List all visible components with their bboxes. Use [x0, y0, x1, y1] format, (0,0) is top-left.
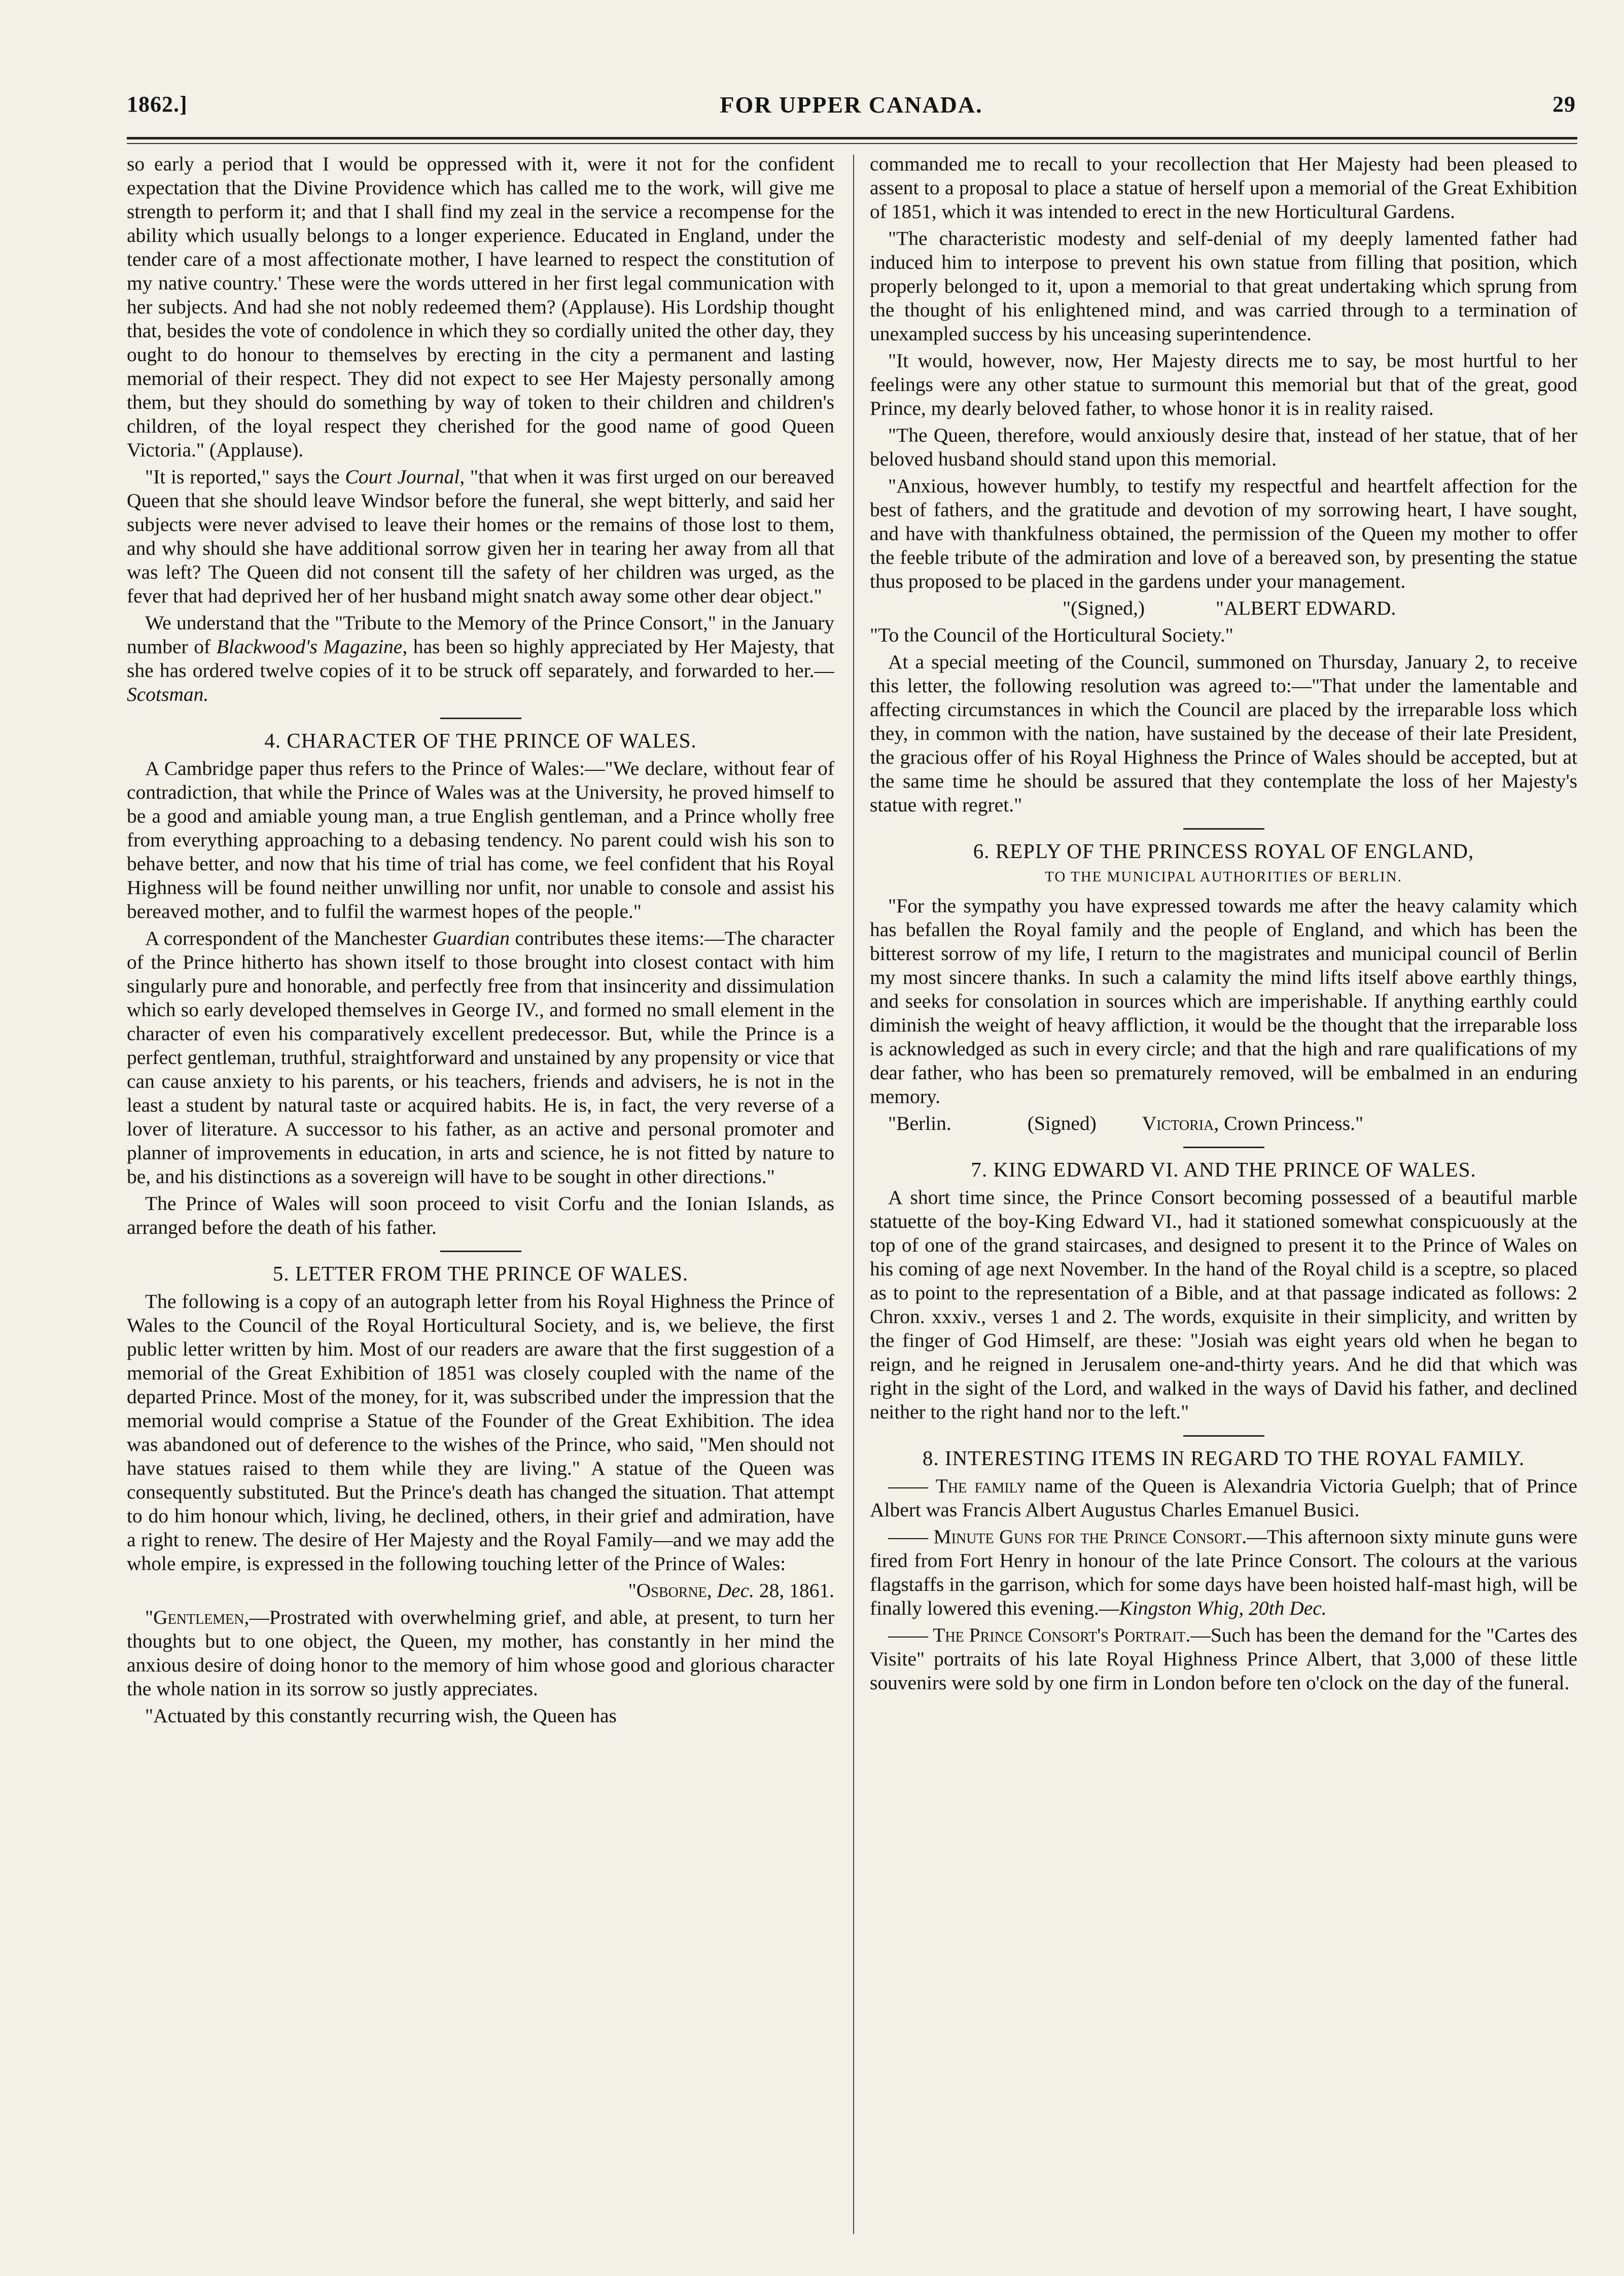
section-separator: [440, 1251, 521, 1252]
section-heading: 6. REPLY OF THE PRINCESS ROYAL OF ENGLAND,: [973, 839, 1474, 863]
text-run: , Crown Princess.": [1214, 1112, 1364, 1134]
header-rule-thin: [127, 143, 1577, 144]
paragraph: [127, 1606, 834, 1701]
paragraph: [127, 465, 834, 608]
paragraph: A Cambridge paper thus refers to the Prince of Wales:—"We declare, without fear of contradiction, that while the Prince of Wales was at the University, he proved himself to be a good and amiable young man, a true English gentleman, and a Prince wholly free from everything approaching to a debasing tendency. No parent could wish his son to behave better, and now that his time of trial has come, we feel confident that his Royal Highness will be found neither unwilling nor unfit, nor unable to console and assist his bereaved mother, and to fulfil the warmest hopes of the people.": [127, 757, 834, 922]
item-lead: —— The Prince Consort's Portrait.: [888, 1624, 1191, 1646]
text-run: "(Signed,): [1063, 597, 1145, 619]
source-title: Guardian: [432, 927, 510, 949]
text-run: "Osborne,: [628, 1579, 717, 1602]
paragraph: The following is a copy of an autograph letter from his Royal Highness the Prince of Wales to the Council of the Royal Horticultural Society, and is, we believe, the first public letter written by him. Most of our readers are aware that the first suggestion of a memorial of the Great Exhibition of 1851 was closely coupled with the name of the departed Prince. Most of the money, for it, was subscribed under the impression that the memorial would comprise a Statue of the Founder of the Great Exhibition. The idea was abandoned out of deference to the wishes of the Prince, who said, "Men should not have statues raised to them while they are living." A statue of the Queen was consequently substituted. But the Prince's death has changed the situation. That attempt to do him honour which, living, he declined, others, in their grief and admiration, have a right to renew. The desire of Her Majesty and the Royal Family—and we may add the whole empire, is expressed in the following touching letter of the Prince of Wales:: [127, 1290, 834, 1575]
running-header: [127, 91, 1576, 127]
paragraph: "The Queen, therefore, would anxiously desire that, instead of her statue, that of her beloved husband should stand upon this memorial.: [870, 424, 1577, 470]
text-run: —Prostrated with overwhelming grief, and able, at present, to turn her thoughts but to one object, the Queen, my mother, has constantly in her mind the anxious desire of doing honor to the memory of him whose good and glorious character the whole nation in its sorrow so justly appreciates.: [127, 1606, 834, 1700]
header-rule-thick: [127, 137, 1577, 139]
salutation: "Gentlemen,: [145, 1606, 250, 1628]
text-run: , "that when it was first urged on our bereaved Queen that she should leave Windsor before the funeral, she wept bitterly, and said her subjects were never advised to leave their homes or the remains of those lost to them, and why should she have additional sorrow given her in tearing her away from all that was left? The Queen did not consent till the safety of her children was urged, as the fever that had deprived her of her husband might snatch away some other dear object.": [127, 466, 834, 607]
paragraph: commanded me to recall to your recollection that Her Majesty had been pleased to assent to a proposal to place a statue of herself upon a memorial of the Great Exhibition of 1851, which it was intended to erect in the new Horticultural Gardens.: [870, 153, 1577, 223]
paragraph: "Actuated by this constantly recurring wish, the Queen has: [145, 1704, 617, 1727]
right-column: [870, 152, 1577, 2242]
text-run: 28, 1861.: [754, 1579, 834, 1602]
letter-signature: [870, 1112, 1577, 1135]
paragraph: "The characteristic modesty and self-denial of my deeply lamented father had induced him to interpose to prevent his own statue from filling that position, which properly belonged to it, upon a memorial to that great undertaking which sprung from the thought of his enlightened mind, and was carried through to a termination of unexampled success by his unceasing superintendence.: [870, 227, 1577, 345]
section-separator: [1183, 828, 1264, 830]
paragraph: [870, 1623, 1577, 1695]
section-subheading: TO THE MUNICIPAL AUTHORITIES OF BERLIN.: [1045, 869, 1402, 885]
section-heading: 4. CHARACTER OF THE PRINCE OF WALES.: [264, 729, 697, 752]
letter-dateline: [127, 1579, 834, 1603]
source-citation: Kingston Whig, 20th Dec.: [1119, 1597, 1327, 1619]
section-heading: 8. INTERESTING ITEMS IN REGARD TO THE ROYAL FAMILY.: [922, 1446, 1525, 1470]
column-divider: [853, 155, 854, 2234]
paragraph: The Prince of Wales will soon proceed to visit Corfu and the Ionian Islands, as arranged before the death of his father.: [127, 1192, 834, 1238]
text-run: , has been so highly appreciated by Her Majesty, that she has ordered twelve copies of it to be struck off separately, and forwarded to her.—: [127, 635, 834, 682]
text-run: Dec.: [717, 1579, 754, 1602]
section-separator: [440, 718, 521, 719]
text-run: A correspondent of the Manchester: [145, 927, 433, 949]
section-heading: 7. KING EDWARD VI. AND THE PRINCE OF WALES.: [971, 1158, 1476, 1181]
paragraph: [127, 927, 834, 1189]
left-column: [127, 152, 834, 2242]
source-title: Court Journal: [345, 466, 460, 488]
paragraph: "For the sympathy you have expressed towards me after the heavy calamity which has befallen the Royal family and the people of England, and which has been the bitterest sorrow of my life, I return to the magistrates and municipal council of Berlin my most sincere thanks. In such a calamity the mind lifts itself above earthly things, and seeks for consolation in sources which are imperishable. If anything earthly could diminish the weight of heavy affliction, it would be the thought that the irreparable loss is acknowledged as such in every circle; and that the high and rare qualifications of my dear father, who has been so prematurely removed, will be embalmed in an enduring memory.: [870, 895, 1577, 1108]
source-citation: Scotsman.: [127, 683, 209, 705]
item-lead: —— The family: [888, 1475, 1027, 1497]
paragraph: [870, 1525, 1577, 1620]
text-run: "Berlin.: [888, 1112, 951, 1134]
section-separator: [1183, 1435, 1264, 1437]
text-run: (Signed): [1027, 1112, 1097, 1134]
letter-signature: [870, 596, 1577, 620]
text-run: "It is reported," says the: [145, 466, 345, 488]
paragraph: A short time since, the Prince Consort becoming possessed of a beautiful marble statuette of the boy-King Edward VI., had it stationed somewhat conspicuously at the top of one of the grand staircases, and designed to present it to the Prince of Wales on his coming of age next November. In the hand of the Royal child is a sceptre, so placed as to point to the representation of a Bible, and at that passage indicated as follows: 2 Chron. xxxiv., verses 1 and 2. The words, exquisite in their simplicity, and written by the finger of God Himself, are these: "Josiah was eight years old when he began to reign, and he reigned in Jerusalem one-and-thirty years. And he did that which was right in the sight of the Lord, and walked in the ways of David his father, and declined neither to the right hand nor to the left.": [870, 1186, 1577, 1423]
text-run: contributes these items:—The character of the Prince hitherto has shown itself to those brought into closest contact with him singularly pure and honorable, and perfectly free from that insincerity and dissimulation which so early developed themselves in George IV., and formed no small element in the character of even his comparatively excellent predecessor. But, while the Prince is a perfect gentleman, truthful, straightforward and unstained by any propensity or vice that can cause anxiety to his parents, or his teachers, friends and advisers, he is not in the least a student by natural taste or acquired habits. He is, in fact, the very reverse of a lover of literature. A successor to his father, as an active and personal promoter and planner of improvements in education, in arts and science, he is not fitted by nature to be, and his distinctions as a sovereign will have to be sought in other directions.": [127, 927, 834, 1188]
text-run: —This afternoon sixty minute guns were fired from Fort Henry in honour of the late Prince Consort. The colours at the various flagstaffs in the garrison, which for some days have been hoisted half-mast high, will be finally lowered this evening.—: [870, 1525, 1577, 1619]
letter-addressee: "To the Council of the Horticultural Society.": [870, 624, 1233, 646]
header-year: 1862.]: [127, 92, 188, 117]
paragraph: "Anxious, however humbly, to testify my respectful and heartfelt affection for the best of fathers, and the gratitude and devotion of my sorrowing heart, I have sought, and have with thankfulness obtained, the permission of the Queen my mother to offer the feeble tribute of the admiration and love of a bereaved son, by presenting the statue thus proposed to be placed in the gardens under your management.: [870, 475, 1577, 592]
paragraph: [870, 1474, 1577, 1522]
item-lead: —— Minute Guns for the Prince Consort.: [888, 1525, 1247, 1548]
paragraph: [127, 611, 834, 706]
header-page-number: 29: [1552, 92, 1576, 117]
section-heading: 5. LETTER FROM THE PRINCE OF WALES.: [272, 1262, 689, 1285]
header-title: FOR UPPER CANADA.: [720, 92, 983, 118]
signatory-name: Victoria: [1142, 1112, 1214, 1134]
text-run: name of the Queen is Alexandria Victoria Guelph; that of Prince Albert was Francis Albert Augustus Charles Emanuel Busici.: [870, 1475, 1577, 1521]
paragraph: "It would, however, now, Her Majesty directs me to say, be most hurtful to her feelings were any other statue to surmount this memorial but that of the great, good Prince, my dearly beloved father, to whose honor it is in reality raised.: [870, 349, 1577, 419]
text-run: —Such has been the demand for the "Cartes des Visite" portraits of his late Royal Highness Prince Albert, that 3,000 of these little souvenirs were sold by one firm in London before ten o'clock on the day of the funeral.: [870, 1624, 1577, 1694]
source-title: Blackwood's Magazine: [216, 635, 403, 658]
section-separator: [1183, 1147, 1264, 1148]
paragraph: so early a period that I would be oppressed with it, were it not for the confident expectation that the Divine Providence which has called me to the work, will give me strength to perform it; and that I shall find my zeal in the service a recompense for the ability which usually belongs to a longer experience. Educated in England, under the tender care of a most affectionate mother, I have learned to respect the constitution of my native country.' These were the words uttered in her first legal communication with her subjects. And had she not nobly redeemed them? (Applause). His Lordship thought that, besides the vote of condolence in which they so cordially united the other day, they ought to do honour to themselves by erecting in the city a permanent and lasting memorial of their respect. They did not expect to see Her Majesty personally among them, but they should do something by way of token to their children and children's children, of the loyal respect they cherished for the good name of good Queen Victoria." (Applause).: [127, 153, 834, 461]
paragraph: At a special meeting of the Council, summoned on Thursday, January 2, to receive this letter, the following resolution was agreed to:—"That under the lamentable and affecting circumstances in which the Council are placed by the irreparable loss which they, in common with the nation, have sustained by the decease of their late President, the gracious offer of his Royal Highness the Prince of Wales should be accepted, but at the same time he should be assured that they contemplate the loss of her Majesty's statue with regret.": [870, 651, 1577, 816]
signatory-name: "ALBERT EDWARD.: [1216, 597, 1396, 619]
text-run: We understand that the "Tribute to the Memory of the Prince Consort," in the January number of: [127, 612, 834, 658]
